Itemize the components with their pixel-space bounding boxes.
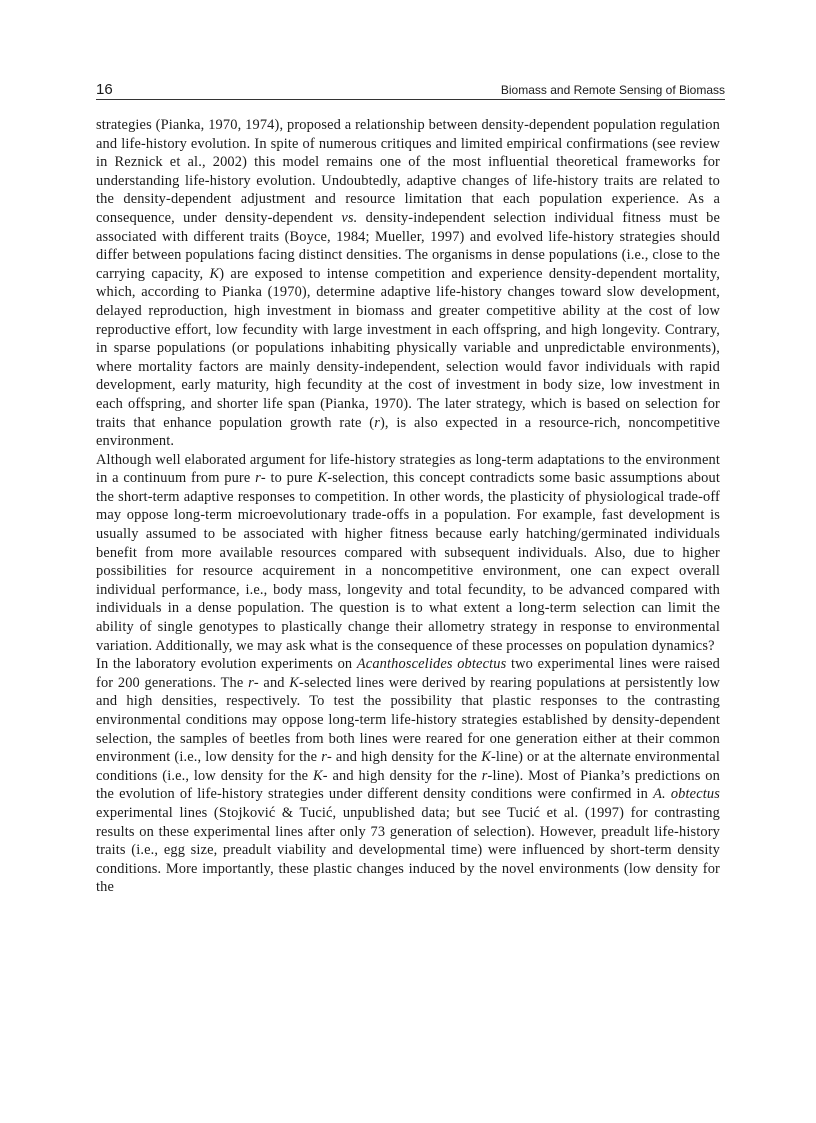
text-run: density-independent selection individual fitness must be associated with different traits (Boyce, 1984; Mueller, 1997) and evolved life-history strategies should differ between populations facing distinct densities. The organisms in dense populations (i.e., close to the carrying capacity, bbox=[96, 209, 720, 282]
italic-text: r bbox=[374, 414, 380, 431]
text-run: -selection, this concept contradicts some basic assumptions about the short-term adaptive responses to competition. In other words, the plasticity of physiological trade-off may oppose long-term microevolutionary trade-offs in a population. For example, fast development is usually assumed to be associated with higher fitness because early hatching/germinated individuals benefit from more available resources compared with subsequent individuals. Also, due to higher possibilities for resource acquirement in a noncompetitive environment, one can expect overall individual performance, i.e., body mass, longevity and total fecundity, to be advanced compared with individuals in a dense population. The question is to what extent a long-term selection can limit the ability of single genotypes to plastically change their allometry strategy in response to environmental variation. Additionally, we may ask what is the consequence of these processes on population dynamics? bbox=[96, 470, 720, 654]
italic-text: K bbox=[209, 265, 220, 282]
text-run: -line) or at the alternate environmental conditions (i.e., low density for the bbox=[96, 749, 720, 784]
page-number: 16 bbox=[96, 81, 113, 98]
running-title: Biomass and Remote Sensing of Biomass bbox=[500, 83, 725, 97]
italic-text: K bbox=[313, 767, 323, 784]
text-run: - and high density for the bbox=[326, 749, 482, 766]
text-run: In the laboratory evolution experiments on bbox=[96, 656, 357, 673]
text-run: ) are exposed to intense competition and experience density-dependent mortality, which, according to Pianka (1970), determine adaptive life-history changes toward slow development, delayed reproduction, high investment in biomass and greater competitive ability at the cost of low reproductive effort, low fecundity with large investment in each offspring, and high longevity. Contrary, in sparse populations (or populations inhabiting physically variable and unpredictable environments), where mortality factors are mainly density-independent, selection would favor individuals with rapid development, early maturity, high fecundity at the cost of investment in body size, low investment in each offspring, and shorter life span (Pianka, 1970). The later strategy, which is based on selection for traits that enhance population growth rate ( bbox=[96, 265, 720, 431]
italic-text: r bbox=[248, 674, 254, 691]
text-run: - to pure bbox=[260, 470, 318, 487]
italic-text: r bbox=[481, 767, 488, 784]
text-run: Although well elaborated argument for life-history strategies as long-term adaptations to the environment in a continuum from pure bbox=[96, 451, 720, 487]
text-run: - and bbox=[253, 674, 290, 691]
paragraph bbox=[96, 451, 720, 656]
italic-text: vs. bbox=[341, 209, 358, 226]
text-run: -line). Most of Pianka’s predictions on the evolution of life-history strategies under different density conditions were confirmed in bbox=[96, 767, 720, 803]
text-run: ), is also expected in a resource-rich, noncompetitive environment. bbox=[96, 414, 721, 450]
italic-text: K bbox=[317, 470, 328, 487]
italic-text: r bbox=[321, 749, 327, 766]
text-run: experimental lines (Stojković & Tucić, unpublished data; but see Tucić et al. (1997) for contrasting results on these experimental lines after only 73 generation of selection). However, preadult life-history traits (i.e., egg size, preadult viability and developmental time) were influenced by short-term density conditions. More importantly, these plastic changes induced by the novel environments (low density for the bbox=[96, 804, 720, 896]
header-rule bbox=[96, 99, 725, 100]
text-run: -selected lines were derived by rearing populations at persistently low and high densities, respectively. To test the possibility that plastic responses to the contrasting environmental conditions may oppose long-term life-history strategies established by density-dependent selection, the samples of beetles from both lines were reared for one generation either at their common environment (i.e., low density for the bbox=[96, 674, 721, 766]
paragraph bbox=[96, 116, 720, 451]
italic-text: r bbox=[255, 470, 261, 487]
italic-text: Acanthoscelides obtectus bbox=[356, 656, 507, 673]
body-text bbox=[96, 116, 720, 897]
text-run: strategies (Pianka, 1970, 1974), proposed a relationship between density-dependent population regulation and life-history evolution. In spite of numerous critiques and limited empirical confirmations (see review in Reznick et al., 2002) this model remains one of the most influential theoretical frameworks for understanding life-history evolution. Undoubtedly, adaptive changes of life-history traits are related to the density-dependent adjustment and resource limitation that each population experience. As a consequence, under density-dependent bbox=[96, 117, 720, 226]
italic-text: A. obtectus bbox=[653, 786, 720, 803]
italic-text: K bbox=[289, 674, 300, 691]
text-run: - and high density for the bbox=[322, 767, 482, 784]
text-run: two experimental lines were raised for 200 generations. The bbox=[96, 656, 720, 691]
italic-text: K bbox=[481, 749, 491, 766]
paragraph bbox=[96, 655, 720, 897]
